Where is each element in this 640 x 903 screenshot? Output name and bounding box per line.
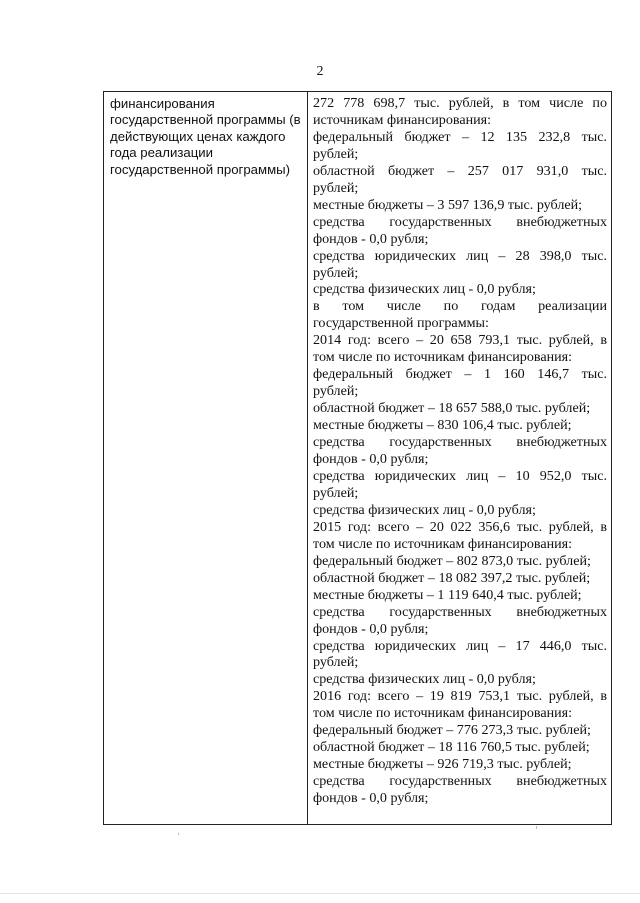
- funding-table: [103, 91, 612, 825]
- right-cell-line: средства физических лиц - 0,0 рубля;: [313, 281, 536, 298]
- right-cell-line: рублей;: [313, 654, 359, 671]
- right-cell-line: том числе по источникам финансирования:: [313, 535, 573, 552]
- right-cell-line: областной бюджет – 257 017 931,0 тыс.: [313, 162, 607, 179]
- right-cell-line: 2015 год: всего – 20 022 356,6 тыс. рублей, в: [313, 518, 607, 535]
- left-cell-line: года реализации: [110, 145, 213, 161]
- right-cell-line: том числе по источникам финансирования:: [313, 349, 573, 366]
- right-cell-line: средства юридических лиц – 28 398,0 тыс.: [313, 247, 607, 264]
- table-left-cell: [104, 92, 308, 824]
- right-cell-line: средства государственных внебюджетных: [313, 603, 607, 620]
- right-cell-line: областной бюджет – 18 082 397,2 тыс. рублей;: [313, 569, 591, 586]
- page-number: 2: [316, 64, 324, 79]
- right-cell-line: рублей;: [313, 145, 359, 162]
- right-cell-line: федеральный бюджет – 12 135 232,8 тыс.: [313, 128, 607, 145]
- right-cell-line: местные бюджеты – 926 719,3 тыс. рублей;: [313, 756, 572, 773]
- scan-mark: [536, 826, 537, 829]
- right-cell-line: местные бюджеты – 1 119 640,4 тыс. рублей;: [313, 586, 582, 603]
- left-cell-line: финансирования: [110, 96, 215, 111]
- left-cell-line: государственной программы (в: [110, 112, 301, 128]
- right-cell-line: рублей;: [313, 179, 359, 196]
- right-cell-line: федеральный бюджет – 1 160 146,7 тыс.: [313, 366, 607, 383]
- right-cell-line: фондов - 0,0 рубля;: [313, 790, 429, 807]
- right-cell-line: местные бюджеты – 830 106,4 тыс. рублей;: [313, 417, 572, 434]
- scan-edge-line: [0, 893, 640, 894]
- right-cell-line: фондов - 0,0 рубля;: [313, 230, 429, 247]
- right-cell-line: 2016 год: всего – 19 819 753,1 тыс. рублей, в: [313, 688, 607, 705]
- scan-mark: [178, 833, 179, 835]
- right-cell-line: государственной программы:: [313, 315, 489, 332]
- right-cell-line: том числе по источникам финансирования:: [313, 705, 573, 722]
- right-cell-line: средства государственных внебюджетных: [313, 213, 607, 230]
- right-cell-line: областной бюджет – 18 116 760,5 тыс. рублей;: [313, 739, 590, 756]
- right-cell-line: областной бюджет – 18 657 588,0 тыс. рублей;: [313, 400, 591, 417]
- right-cell-line: рублей;: [313, 264, 359, 281]
- right-cell-line: в том числе по годам реализации: [313, 298, 607, 315]
- right-cell-line: рублей;: [313, 484, 359, 501]
- right-cell-line: средства юридических лиц – 10 952,0 тыс.: [313, 467, 607, 484]
- right-cell-line: местные бюджеты – 3 597 136,9 тыс. рублей;: [313, 196, 583, 213]
- right-cell-line: рублей;: [313, 383, 359, 400]
- right-cell-line: 2014 год: всего – 20 658 793,1 тыс. рублей, в: [313, 332, 607, 349]
- right-cell-line: средства физических лиц - 0,0 рубля;: [313, 501, 536, 518]
- right-cell-line: 272 778 698,7 тыс. рублей, в том числе по: [313, 95, 607, 111]
- left-cell-line: действующих ценах каждого: [110, 128, 286, 144]
- right-cell-line: федеральный бюджет – 802 873,0 тыс. рублей;: [313, 552, 591, 569]
- table-right-cell: [308, 92, 611, 824]
- right-cell-line: средства физических лиц - 0,0 рубля;: [313, 671, 536, 688]
- right-cell-line: средства государственных внебюджетных: [313, 773, 607, 790]
- right-cell-line: фондов - 0,0 рубля;: [313, 620, 429, 637]
- right-cell-line: источникам финансирования:: [313, 111, 492, 128]
- right-cell-line: фондов - 0,0 рубля;: [313, 451, 429, 468]
- right-cell-line: средства юридических лиц – 17 446,0 тыс.: [313, 637, 607, 654]
- right-cell-line: средства государственных внебюджетных: [313, 434, 607, 451]
- left-cell-line: государственной программы): [110, 161, 291, 177]
- right-cell-line: федеральный бюджет – 776 273,3 тыс. рублей;: [313, 722, 591, 739]
